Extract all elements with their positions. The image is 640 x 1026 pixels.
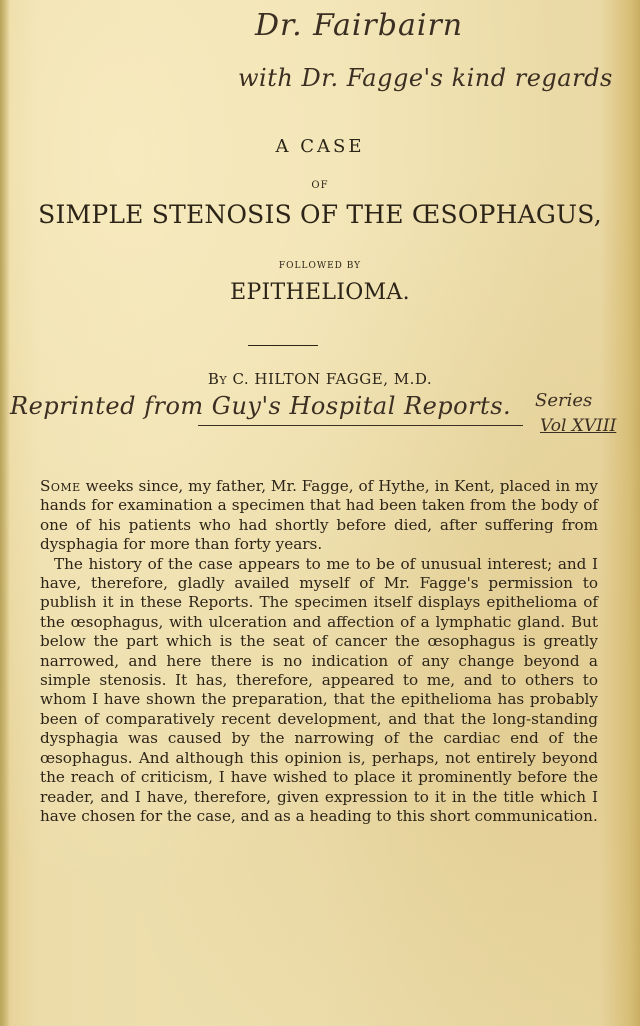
body-paragraph-1 (40, 477, 598, 555)
handwritten-reprint-note: Reprinted from Guy's Hospital Reports. (10, 392, 512, 420)
title-divider (248, 345, 318, 346)
case-heading: A CASE (275, 136, 365, 157)
article-body (40, 477, 598, 826)
author-name: C. HILTON FAGGE, M.D. (232, 370, 433, 388)
byline-by-rest: Y (219, 374, 228, 387)
handwritten-dedication: with Dr. Fagge's kind regards (238, 64, 613, 92)
article-title: SIMPLE STENOSIS OF THE ŒSOPHAGUS, (38, 200, 602, 229)
opening-word: Some (40, 477, 81, 495)
followed-by-label: FOLLOWED BY (278, 261, 362, 271)
body-paragraph-2: The history of the case appears to me to be of unusual interest; and I have, therefore, gladly availed myself of Mr. Fagge's permission to publish it in these Reports. The specimen itself displays epithelioma of the œsophagus, with ulceration and affection of a lymphatic gland. But below the part which is the seat of cancer the œsophagus is greatly narrowed, and here there is no indication of any change beyond a simple stenosis. It has, therefore, appeared to me, and to others to whom I have shown the preparation, that the epithelioma has probably been of comparatively recent development, and that the long-standing dysphagia was caused by the narrowing of the cardiac end of the œsophagus. And although this opinion is, perhaps, not entirely beyond the reach of criticism, I have wished to place it prominently before the reader, and I have, therefore, given expression to it in the title which I have chosen for the case, and as a heading to this short communication. (40, 554, 598, 825)
handwritten-series-note: Series (535, 390, 593, 411)
of-label: OF (311, 180, 329, 191)
handwritten-recipient: Dr. Fairbairn (255, 8, 464, 43)
paragraph-1-text: weeks since, my father, Mr. Fagge, of Hythe, in Kent, placed in my hands for examination a specimen that had been taken from the body of one of his patients who had shortly before died, after suffering from dysphagia for more than forty years. (40, 477, 598, 554)
handwritten-volume-note: Vol XVIII (540, 416, 617, 436)
author-byline (0, 370, 640, 388)
byline-by-initial: B (207, 370, 220, 388)
article-subtitle: EPITHELIOMA. (230, 280, 410, 305)
handwritten-underline (198, 425, 523, 426)
